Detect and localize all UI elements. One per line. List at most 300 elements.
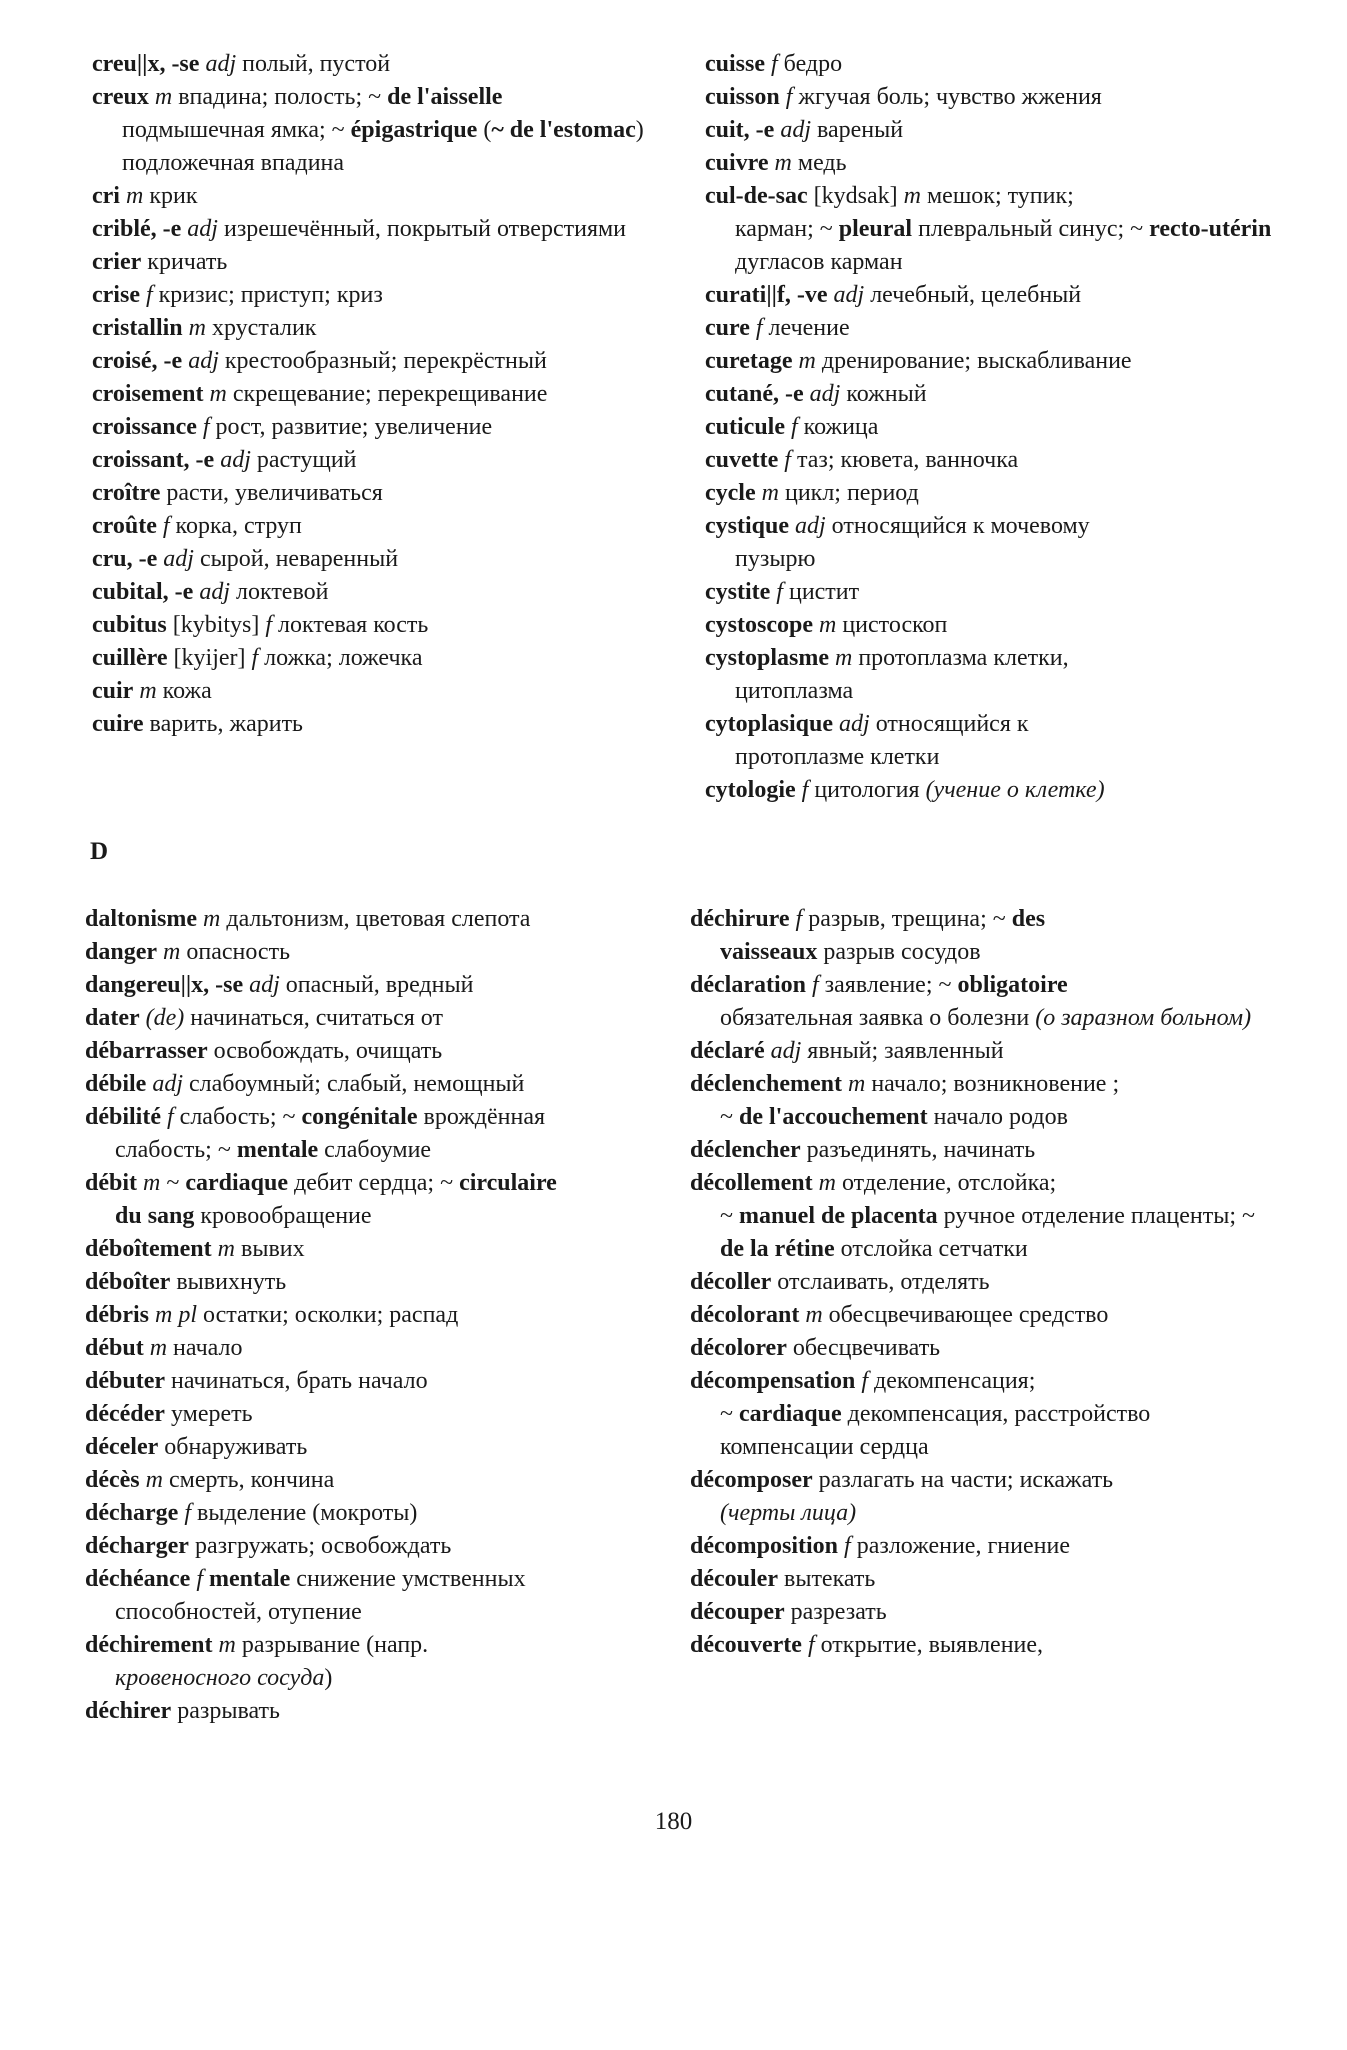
entry-text: обнаруживать (158, 1434, 308, 1460)
entry-line (92, 282, 383, 308)
entry-line (690, 1368, 1035, 1394)
entry-line (92, 546, 398, 572)
entry-line (85, 1533, 451, 1559)
dictionary-entry (92, 510, 682, 543)
entry-text: начинаться, считаться от (184, 1005, 443, 1031)
headword: déchéance (85, 1566, 191, 1592)
dictionary-entry (690, 1332, 1280, 1365)
entry-line (92, 480, 383, 506)
headword: dater (85, 1005, 140, 1031)
dictionary-entry (92, 609, 682, 642)
entry-text: начало (167, 1335, 243, 1361)
term: du sang (115, 1203, 195, 1229)
entry-continuation (705, 213, 1295, 279)
entry-line (92, 678, 212, 704)
grammar-label: f (251, 645, 259, 671)
dictionary-entry (690, 1464, 1280, 1530)
entry-continuation (705, 675, 1295, 708)
term: ~ de l'estomac (491, 117, 636, 143)
grammar-label: m (217, 1236, 235, 1262)
entry-line (92, 579, 328, 605)
dictionary-entry (690, 1299, 1280, 1332)
headword: débit (85, 1170, 138, 1196)
entry-continuation (705, 543, 1295, 576)
entry-line (92, 612, 428, 638)
entry-continuation (690, 1200, 1280, 1266)
dictionary-entry (85, 1101, 675, 1167)
entry-text: разъединять, начинать (800, 1137, 1036, 1163)
entry-line (92, 711, 303, 737)
grammar-label: m (203, 906, 221, 932)
entry-text: смерть, кончина (163, 1467, 335, 1493)
entry-text: разлагать на части; искажать (812, 1467, 1114, 1493)
dictionary-entry (690, 1365, 1280, 1464)
headword: découper (690, 1599, 785, 1625)
entry-text: цикл; период (778, 480, 919, 506)
dictionary-entry (690, 1134, 1280, 1167)
term: mentale (236, 1137, 319, 1163)
headword: cycle (705, 480, 756, 506)
entry-text: открытие, выявление, (814, 1632, 1044, 1658)
headword: crier (92, 249, 142, 275)
headword: déchirement (85, 1632, 213, 1658)
headword: débuter (85, 1368, 165, 1394)
entry-text: разрывание (напр. (235, 1632, 429, 1658)
term: de la rétine (720, 1236, 835, 1262)
headword: cuvette (705, 447, 779, 473)
entry-continuation (85, 1596, 675, 1629)
headword: curetage (705, 348, 793, 374)
headword: débris (85, 1302, 150, 1328)
entry-text: отделение, отслойка; (835, 1170, 1057, 1196)
entry-text: опасность (180, 939, 291, 965)
italic-note: (учение о клетке) (925, 777, 1105, 803)
dictionary-entry (705, 510, 1295, 576)
entry-line (85, 1005, 443, 1031)
entry-continuation (690, 1398, 1280, 1464)
entry-text: вывихнуть (170, 1269, 287, 1295)
headword: décéder (85, 1401, 165, 1427)
entry-text: плевральный синус; ~ (912, 216, 1150, 242)
entry-line (705, 480, 919, 506)
column-d-left (85, 903, 675, 1728)
headword: croissant, -e (92, 447, 215, 473)
entry-text: кризис; приступ; криз (152, 282, 383, 308)
entry-line (85, 1434, 307, 1460)
entry-line (690, 1269, 990, 1295)
dictionary-entry (705, 708, 1295, 774)
entry-line (85, 972, 473, 998)
entry-continuation (690, 936, 1280, 969)
dictionary-entry (85, 969, 675, 1002)
entry-text: карман; ~ (735, 216, 839, 242)
entry-text: вареный (810, 117, 904, 143)
entry-text: слабоумный; слабый, немощный (183, 1071, 525, 1097)
headword: cystoplasme (705, 645, 829, 671)
entry-text: кожный (840, 381, 927, 407)
grammar-label: f (801, 777, 809, 803)
entry-line (690, 1599, 887, 1625)
headword: déchirure (690, 906, 790, 932)
grammar-label: adj (220, 447, 251, 473)
grammar-label: adj (809, 381, 841, 407)
grammar-label: adj (205, 51, 237, 77)
entry-text: ) подложечная впадина (122, 117, 644, 176)
dictionary-entry (92, 312, 682, 345)
entry-line (705, 84, 1102, 110)
entry-line (92, 216, 626, 242)
entry-text: выделение (мокроты) (190, 1500, 418, 1526)
grammar-label: m (163, 939, 181, 965)
dictionary-entry (705, 411, 1295, 444)
entry-text: ( (477, 117, 492, 143)
headword: cubitus (92, 612, 167, 638)
grammar-label: adj (839, 711, 870, 737)
entry-text: освобождать, очищать (207, 1038, 443, 1064)
dictionary-entry (705, 444, 1295, 477)
entry-text: медь (791, 150, 847, 176)
grammar-label: m (805, 1302, 823, 1328)
dictionary-entry (85, 1497, 675, 1530)
entry-line (92, 249, 227, 275)
dictionary-entry (85, 1332, 675, 1365)
headword: criblé, -e (92, 216, 182, 242)
grammar-label: m (209, 381, 227, 407)
headword: déclaré (690, 1038, 765, 1064)
dictionary-entry (85, 1398, 675, 1431)
dictionary-entry (85, 1233, 675, 1266)
dictionary-entry (92, 213, 682, 246)
entry-text: разрыв, трещина; ~ (802, 906, 1012, 932)
entry-text: заявление; ~ (818, 972, 958, 998)
entry-line (705, 348, 1132, 374)
entry-line (690, 1533, 1070, 1559)
headword: décolorer (690, 1335, 787, 1361)
entry-continuation (85, 1200, 675, 1233)
dictionary-entry (92, 279, 682, 312)
entry-text: дебит сердца; ~ (288, 1170, 460, 1196)
entry-text: относящийся к (869, 711, 1029, 737)
entry-text: [kyijer] (167, 645, 252, 671)
entry-text: [kybitys] (166, 612, 266, 638)
entry-text: опасный, вредный (279, 972, 474, 998)
entry-text: протоплазме клетки (735, 744, 940, 770)
headword: croissance (92, 414, 197, 440)
headword: cytoplasique (705, 711, 834, 737)
entry-text: локтевая кость (272, 612, 429, 638)
dictionary-entry (85, 936, 675, 969)
dictionary-entry (92, 543, 682, 576)
term: recto-utérin (1149, 216, 1272, 242)
entry-line (92, 414, 492, 440)
dictionary-entry (690, 969, 1280, 1035)
entry-line (85, 1104, 545, 1130)
dictionary-entry (705, 81, 1295, 114)
entry-line (85, 1632, 428, 1658)
dictionary-entry (92, 675, 682, 708)
entry-text: начинаться, брать начало (165, 1368, 428, 1394)
headword: cystoscope (705, 612, 813, 638)
entry-text: разгружать; освобождать (188, 1533, 452, 1559)
dictionary-entry (705, 642, 1295, 708)
entry-text: бедро (777, 51, 843, 77)
dictionary-entry (92, 477, 682, 510)
entry-text: начало; возникновение ; (865, 1071, 1120, 1097)
entry-text: относящийся к мочевому (825, 513, 1090, 539)
entry-text: способностей, отупение (115, 1599, 362, 1625)
headword: croître (92, 480, 161, 506)
dictionary-entry (85, 1035, 675, 1068)
italic-note: (de) (145, 1005, 185, 1031)
entry-line (85, 1236, 305, 1262)
headword: cri (92, 183, 120, 209)
headword: décoller (690, 1269, 772, 1295)
entry-text: впадина; полость; ~ (172, 84, 388, 110)
entry-line (85, 1368, 428, 1394)
entry-text: лечение (762, 315, 850, 341)
entry-line (92, 348, 547, 374)
entry-line (92, 381, 547, 407)
dictionary-entry (705, 609, 1295, 642)
entry-text: врождённая (417, 1104, 546, 1130)
entry-text: ручное отделение плаценты; ~ (937, 1203, 1255, 1229)
entry-text: обесцвечивающее средство (822, 1302, 1109, 1328)
entry-line (92, 447, 357, 473)
entry-text: слабоумие (318, 1137, 432, 1163)
dictionary-entry (690, 1266, 1280, 1299)
headword: décharge (85, 1500, 179, 1526)
headword: cutané, -e (705, 381, 804, 407)
entry-text: изрешечённый, покрытый отверстиями (217, 216, 627, 242)
headword: cytologie (705, 777, 796, 803)
entry-text: ~ (160, 1170, 186, 1196)
entry-text: полый, пустой (236, 51, 391, 77)
entry-text: разрыв сосудов (817, 939, 981, 965)
entry-line (85, 1401, 253, 1427)
dictionary-entry (85, 1365, 675, 1398)
grammar-label: adj (187, 216, 218, 242)
grammar-label: adj (152, 1071, 184, 1097)
term: pleural (838, 216, 913, 242)
grammar-label: f (861, 1368, 869, 1394)
headword: décomposer (690, 1467, 813, 1493)
entry-line (92, 315, 316, 341)
headword: daltonisme (85, 906, 198, 932)
headword: cul-de-sac (705, 183, 808, 209)
entry-text: начало родов (927, 1104, 1068, 1130)
grammar-label: adj (780, 117, 811, 143)
entry-text: ~ (720, 1104, 739, 1130)
column-d-right (690, 903, 1280, 1662)
dictionary-entry (85, 1002, 675, 1035)
headword: déboîter (85, 1269, 171, 1295)
entry-text: сырой, неваренный (193, 546, 399, 572)
entry-line (92, 513, 302, 539)
entry-line (705, 645, 1069, 671)
headword: découler (690, 1566, 778, 1592)
entry-text: крик (143, 183, 198, 209)
entry-text: вывих (235, 1236, 305, 1262)
dictionary-entry (85, 1464, 675, 1497)
entry-line (705, 612, 947, 638)
dictionary-entry (85, 1530, 675, 1563)
entry-line (85, 1038, 442, 1064)
entry-line (690, 1170, 1056, 1196)
dictionary-entry (705, 378, 1295, 411)
headword: débarrasser (85, 1038, 208, 1064)
entry-text: отслойка сетчатки (834, 1236, 1028, 1262)
dictionary-entry (690, 1596, 1280, 1629)
grammar-label: f (807, 1632, 815, 1658)
entry-line (690, 1566, 875, 1592)
grammar-label: f (844, 1533, 851, 1559)
term: mentale (208, 1566, 291, 1592)
headword: décès (85, 1467, 140, 1493)
grammar-label: f (145, 282, 153, 308)
dictionary-entry (92, 48, 682, 81)
section-letter: D (90, 838, 109, 865)
dictionary-entry (690, 903, 1280, 969)
grammar-label: f (811, 972, 819, 998)
entry-line (85, 1698, 280, 1724)
column-top-right (705, 48, 1295, 807)
entry-line (690, 1302, 1108, 1328)
entry-text: разрывать (171, 1698, 280, 1724)
grammar-label: f (790, 414, 798, 440)
dictionary-entry (690, 1563, 1280, 1596)
entry-text: остатки; осколки; распад (197, 1302, 459, 1328)
entry-text: лечебный, целебный (864, 282, 1082, 308)
entry-line (92, 183, 198, 209)
dictionary-entry (690, 1167, 1280, 1266)
entry-text: цитология (808, 777, 926, 803)
dictionary-entry (92, 642, 682, 675)
dictionary-entry (92, 708, 682, 741)
grammar-label: adj (795, 513, 826, 539)
headword: croûte (92, 513, 157, 539)
headword: curati||f, -ve (705, 282, 828, 308)
grammar-label: m (798, 348, 816, 374)
grammar-label: m (818, 1170, 836, 1196)
entry-line (92, 84, 502, 110)
grammar-label: adj (163, 546, 194, 572)
headword: creux (92, 84, 149, 110)
entry-continuation (92, 114, 682, 180)
entry-text: жгучая боль; чувство жжения (792, 84, 1102, 110)
headword: décomposition (690, 1533, 839, 1559)
term: épigastrique (350, 117, 478, 143)
entry-text: [kydsak] (807, 183, 904, 209)
column-top-left (92, 48, 682, 741)
dictionary-entry (85, 1167, 675, 1233)
grammar-label: m (145, 1467, 163, 1493)
dictionary-entry (690, 1530, 1280, 1563)
entry-text: расти, увеличиваться (160, 480, 383, 506)
grammar-label: f (771, 51, 778, 77)
dictionary-entry (92, 180, 682, 213)
entry-text: локтевой (230, 579, 329, 605)
entry-continuation (85, 1134, 675, 1167)
entry-continuation (690, 1101, 1280, 1134)
headword: crise (92, 282, 140, 308)
entry-text: слабость; ~ (173, 1104, 302, 1130)
grammar-label: m (834, 645, 853, 671)
dictionary-entry (690, 1629, 1280, 1662)
entry-text: кричать (141, 249, 228, 275)
entry-line (690, 1038, 1004, 1064)
grammar-label: m (774, 150, 792, 176)
headword: croisement (92, 381, 204, 407)
headword: cubital, -e (92, 579, 194, 605)
headword: danger (85, 939, 157, 965)
grammar-label: m (818, 612, 837, 638)
grammar-label: m (143, 1170, 161, 1196)
entry-line (690, 1071, 1119, 1097)
headword: cru, -e (92, 546, 158, 572)
headword: débile (85, 1071, 147, 1097)
entry-line (705, 579, 859, 605)
headword: cystite (705, 579, 771, 605)
dictionary-entry (705, 774, 1295, 807)
headword: déclaration (690, 972, 806, 998)
italic-note: (о заразном больном) (1035, 1005, 1252, 1031)
dictionary-entry (85, 1299, 675, 1332)
entry-text: декомпенсация, расстройство компенсации сердца (720, 1401, 1151, 1460)
entry-text: пузырю (735, 546, 816, 572)
entry-text: явный; заявленный (801, 1038, 1004, 1064)
dictionary-entry (92, 576, 682, 609)
headword: cuisson (705, 84, 780, 110)
entry-text: снижение умственных (290, 1566, 526, 1592)
dictionary-entry (85, 1563, 675, 1629)
entry-text: дальтонизм, цветовая слепота (220, 906, 531, 932)
grammar-label: m (125, 183, 144, 209)
entry-continuation (690, 1002, 1280, 1035)
dictionary-entry (85, 1068, 675, 1101)
headword: cuivre (705, 150, 769, 176)
grammar-label: f (776, 579, 783, 605)
grammar-label: f (167, 1104, 174, 1130)
entry-line (690, 972, 1068, 998)
dictionary-entry (85, 1266, 675, 1299)
entry-text: умереть (164, 1401, 253, 1427)
grammar-label: f (784, 447, 791, 473)
entry-text: рост, развитие; увеличение (209, 414, 493, 440)
entry-text: декомпенсация; (868, 1368, 1036, 1394)
term: circulaire (459, 1170, 557, 1196)
entry-line (85, 1566, 526, 1592)
dictionary-entry (705, 477, 1295, 510)
term: congénitale (301, 1104, 418, 1130)
entry-line (690, 1632, 1043, 1658)
dictionary-entry (705, 180, 1295, 279)
entry-text: корка, струп (169, 513, 302, 539)
dictionary-entry (92, 444, 682, 477)
term: cardiaque (738, 1401, 842, 1427)
entry-text: крестообразный; перекрёстный (218, 348, 547, 374)
grammar-label: m (761, 480, 779, 506)
dictionary-entry (705, 312, 1295, 345)
headword: dangereu||x, -se (85, 972, 244, 998)
term: manuel de placenta (738, 1203, 938, 1229)
headword: cuire (92, 711, 144, 737)
entry-continuation (690, 1497, 1280, 1530)
dictionary-entry (705, 576, 1295, 609)
grammar-label: adj (833, 282, 865, 308)
entry-text: протоплазма клетки, (852, 645, 1069, 671)
entry-text: скрещевание; перекрещивание (226, 381, 548, 407)
headword: cuticule (705, 414, 785, 440)
